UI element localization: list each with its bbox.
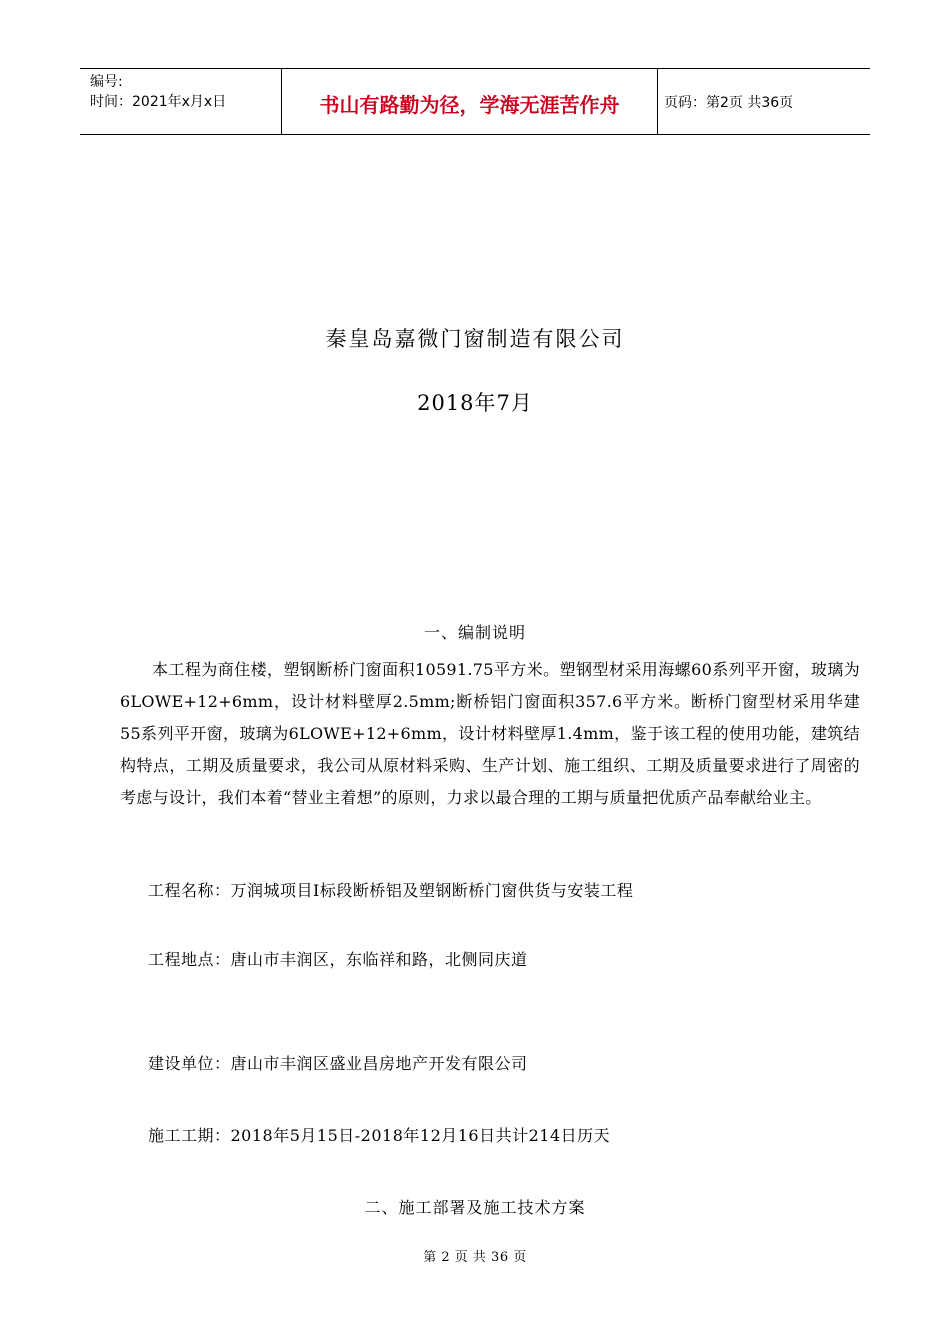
page-header — [80, 68, 870, 135]
document-time-label: 时间：2021年x月x日 — [90, 94, 227, 110]
header-motto: 书山有路勤为径，学海无涯苦作舟 — [319, 93, 620, 117]
document-number-label: 编号: — [90, 74, 123, 90]
header-page-number: 页码：第2页 共36页 — [664, 94, 794, 111]
page-footer: 第 2 页 共 36 页 — [423, 1250, 527, 1265]
intro-paragraph: 本工程为商住楼，塑钢断桥门窗面积10591.75平方米。塑钢型材采用海螺60系列平开窗，玻璃为6LOWE+12+6mm，设计材料壁厚2.5mm;断桥铝门窗面积357.6平方米。断桥门窗型材采用华建55系列平开窗，玻璃为6LOWE+12+6mm，设计材料壁厚1.4mm，鉴于该工程的使用功能，建筑结构特点，工期及质量要求，我公司从原材料采购、生产计划、施工组织、工期及质量要求进行了周密的考虑与设计，我们本着“替业主着想”的原则，力求以最合理的工期与质量把优质产品奉献给业主。 — [120, 660, 860, 807]
section-title-deployment: 二、施工部署及施工技术方案 — [364, 1198, 586, 1217]
project-location: 工程地点：唐山市丰润区，东临祥和路，北侧同庆道 — [148, 950, 528, 969]
company-name: 秦皇岛嘉微门窗制造有限公司 — [325, 327, 625, 351]
header-left-cell — [80, 69, 281, 134]
header-motto-cell — [281, 69, 658, 134]
project-name: 工程名称：万润城项目I标段断桥铝及塑钢断桥门窗供货与安装工程 — [148, 881, 634, 900]
header-page-cell — [658, 69, 870, 134]
document-date: 2018年7月 — [417, 391, 533, 415]
section-title-compilation: 一、编制说明 — [423, 623, 526, 642]
construction-period: 施工工期：2018年5月15日-2018年12月16日共计214日历天 — [148, 1126, 611, 1145]
construction-unit: 建设单位：唐山市丰润区盛业昌房地产开发有限公司 — [148, 1054, 528, 1073]
